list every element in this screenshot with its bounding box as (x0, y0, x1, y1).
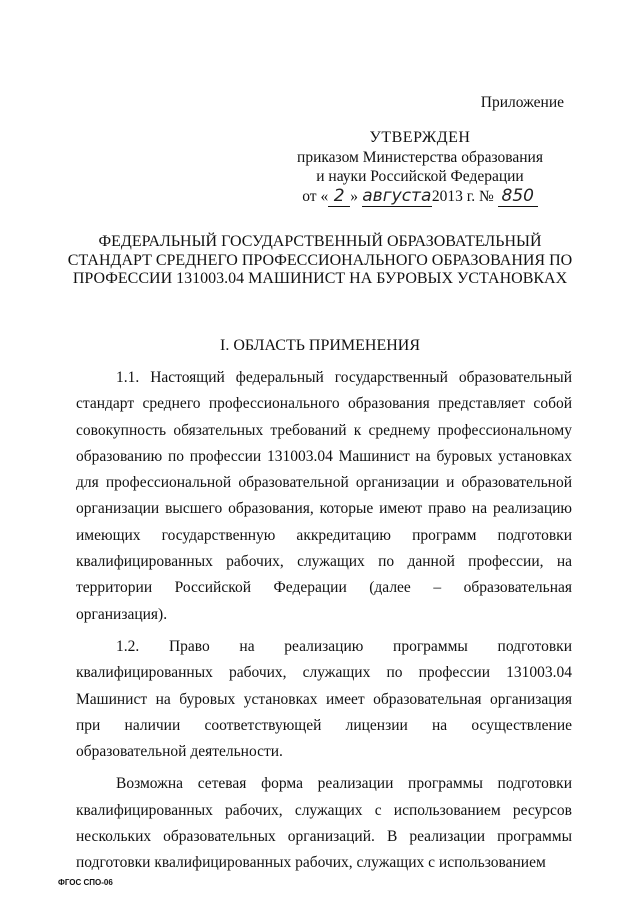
date-prefix: от « (302, 187, 329, 205)
handwritten-day: 2 (328, 187, 350, 208)
appendix-label: Приложение (480, 94, 564, 111)
body-text (76, 365, 572, 877)
paragraph-network-form: Возможна сетевая форма реализации программы подготовки квалифицированных рабочих, служащих с использованием ресурсов нескольких образовательных организаций. В реализации программы подготовки квалифицированных рабочих, служащих с использованием (76, 775, 572, 872)
handwritten-month: августа (362, 185, 432, 206)
paragraph-1-1: 1.1. Настоящий федеральный государственный образовательный стандарт среднего профессионального образования представляет собой совокупность обязательных требований к среднему профессиональному образованию по профессии 131003.04 Машинист на буровых установках для профессиональной образовательной организации и образовательной организации высшего образования, которые имеют право на реализацию имеющих государственную аккредитацию программ подготовки квалифицированных рабочих, служащих по данной профессии, на территории Российской Федерации (далее – образовательная организация). (76, 369, 572, 623)
approved-heading: УТВЕРЖДЕН (369, 129, 471, 146)
year-text: 2013 г. № (431, 187, 494, 205)
order-line-2: и науки Российской Федерации (316, 168, 524, 185)
date-mid: » (350, 187, 358, 205)
paragraph-1-2: 1.2. Право на реализацию программы подготовки квалифицированных рабочих, служащих по профессии 131003.04 Машинист на буровых установках имеет образовательная организация при наличии соответствующей лицензии на осуществление образовательной деятельности. (76, 637, 572, 761)
approval-block (290, 128, 550, 207)
order-date-line (290, 187, 550, 208)
footer-code: ФГОС СПО-06 (58, 878, 113, 887)
section-heading: I. ОБЛАСТЬ ПРИМЕНЕНИЯ (219, 337, 421, 354)
document-title: ФЕДЕРАЛЬНЫЙ ГОСУДАРСТВЕННЫЙ ОБРАЗОВАТЕЛЬНЫЙ СТАНДАРТ СРЕДНЕГО ПРОФЕССИОНАЛЬНОГО ОБРАЗОВАНИЯ ПО ПРОФЕССИИ 131003.04 МАШИНИСТ НА БУРОВЫХ УСТАНОВКАХ (67, 233, 573, 287)
handwritten-number: 850 (498, 187, 538, 208)
order-line-1: приказом Министерства образования (297, 148, 543, 166)
